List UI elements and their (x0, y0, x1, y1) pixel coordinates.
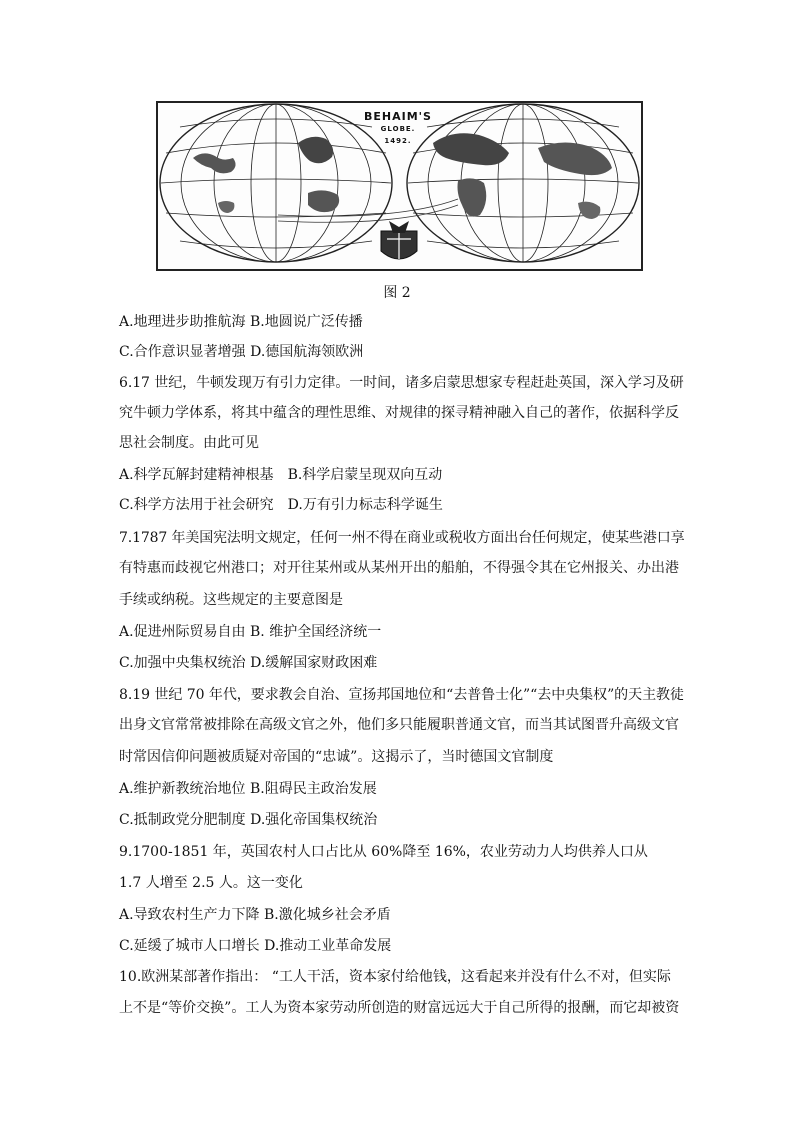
q6-options-line2 (119, 496, 443, 514)
q6-option-d: D.万有引力标志科学诞生 (287, 497, 443, 513)
q7-options-line2: C.加强中央集权统治 D.缓解国家财政困难 (119, 655, 378, 671)
q6-option-a: A.科学瓦解封建精神根基 (119, 467, 274, 483)
figure-caption: 图 2 (383, 285, 411, 301)
q6-stem-line3: 思社会制度。由此可见 (119, 435, 259, 451)
q7-stem-line1: 7.1787 年美国宪法明文规定，任何一州不得在商业或税收方面出台任何规定，使某些港口享 (119, 530, 685, 546)
q6-stem-line2: 究牛顿力学体系，将其中蕴含的理性思维、对规律的探寻精神融入自己的著作，依据科学反 (119, 405, 679, 421)
q6-option-c: C.科学方法用于社会研究 (119, 497, 274, 513)
q10-stem-line1: 10.欧洲某部著作指出： “工人干活，资本家付给他钱，这看起来并没有什么不对，但实际 (119, 969, 671, 985)
map-subtitle-year: 1492. (384, 137, 412, 145)
coat-of-arms-emblem (381, 221, 417, 259)
q8-options-line1: A.维护新教统治地位 B.阻碍民主政治发展 (119, 781, 377, 797)
q9-stem-line1: 9.1700-1851 年，英国农村人口占比从 60%降至 16%，农业劳动力人均供养人口从 (119, 844, 648, 860)
q8-stem-line2: 出身文官常常被排除在高级文官之外，他们多只能履职普通文官，而当其试图晋升高级文官 (119, 717, 679, 733)
q8-stem-line1: 8.19 世纪 70 年代，要求教会自治、宣扬邦国地位和“去普鲁士化”“去中央集权”的天主教徒 (119, 687, 684, 703)
q8-stem-line3: 时常因信仰问题被质疑对帝国的“忠诚”。这揭示了，当时德国文官制度 (119, 749, 554, 765)
q5-options-line2: C.合作意识显著增强 D.德国航海领欧洲 (119, 344, 364, 360)
q7-stem-line3: 手续或纳税。这些规定的主要意图是 (119, 592, 343, 608)
behaim-globe-map (156, 101, 643, 271)
q10-stem-line2: 上不是“等价交换”。工人为资本家劳动所创造的财富远远大于自己所得的报酬，而它却被资 (119, 1000, 680, 1016)
map-subtitle-globe: GLOBE. (380, 125, 416, 133)
q7-options-line1: A.促进州际贸易自由 B. 维护全国经济统一 (119, 624, 382, 640)
q9-options-line1: A.导致农村生产力下降 B.激化城乡社会矛盾 (119, 907, 391, 923)
q9-options-line2: C.延缓了城市人口增长 D.推动工业革命发展 (119, 938, 392, 954)
map-title (348, 111, 448, 147)
q6-options-line1 (119, 466, 442, 484)
q5-options-line1: A.地理进步助推航海 B.地圆说广泛传播 (119, 314, 363, 330)
q9-stem-line2: 1.7 人增至 2.5 人。这一变化 (119, 875, 303, 891)
q6-stem-line1: 6.17 世纪，牛顿发现万有引力定律。一时间，诸多启蒙思想家专程赶赴英国，深入学习及研 (119, 375, 684, 391)
q7-stem-line2: 有特惠而歧视它州港口；对开往某州或从某州开出的船舶，不得强令其在它州报关、办出港 (119, 560, 679, 576)
map-title-text: BEHAIM'S (364, 110, 432, 123)
q6-option-b: B.科学启蒙呈现双向互动 (287, 467, 443, 483)
q8-options-line2: C.抵制政党分肥制度 D.强化帝国集权统治 (119, 812, 378, 828)
